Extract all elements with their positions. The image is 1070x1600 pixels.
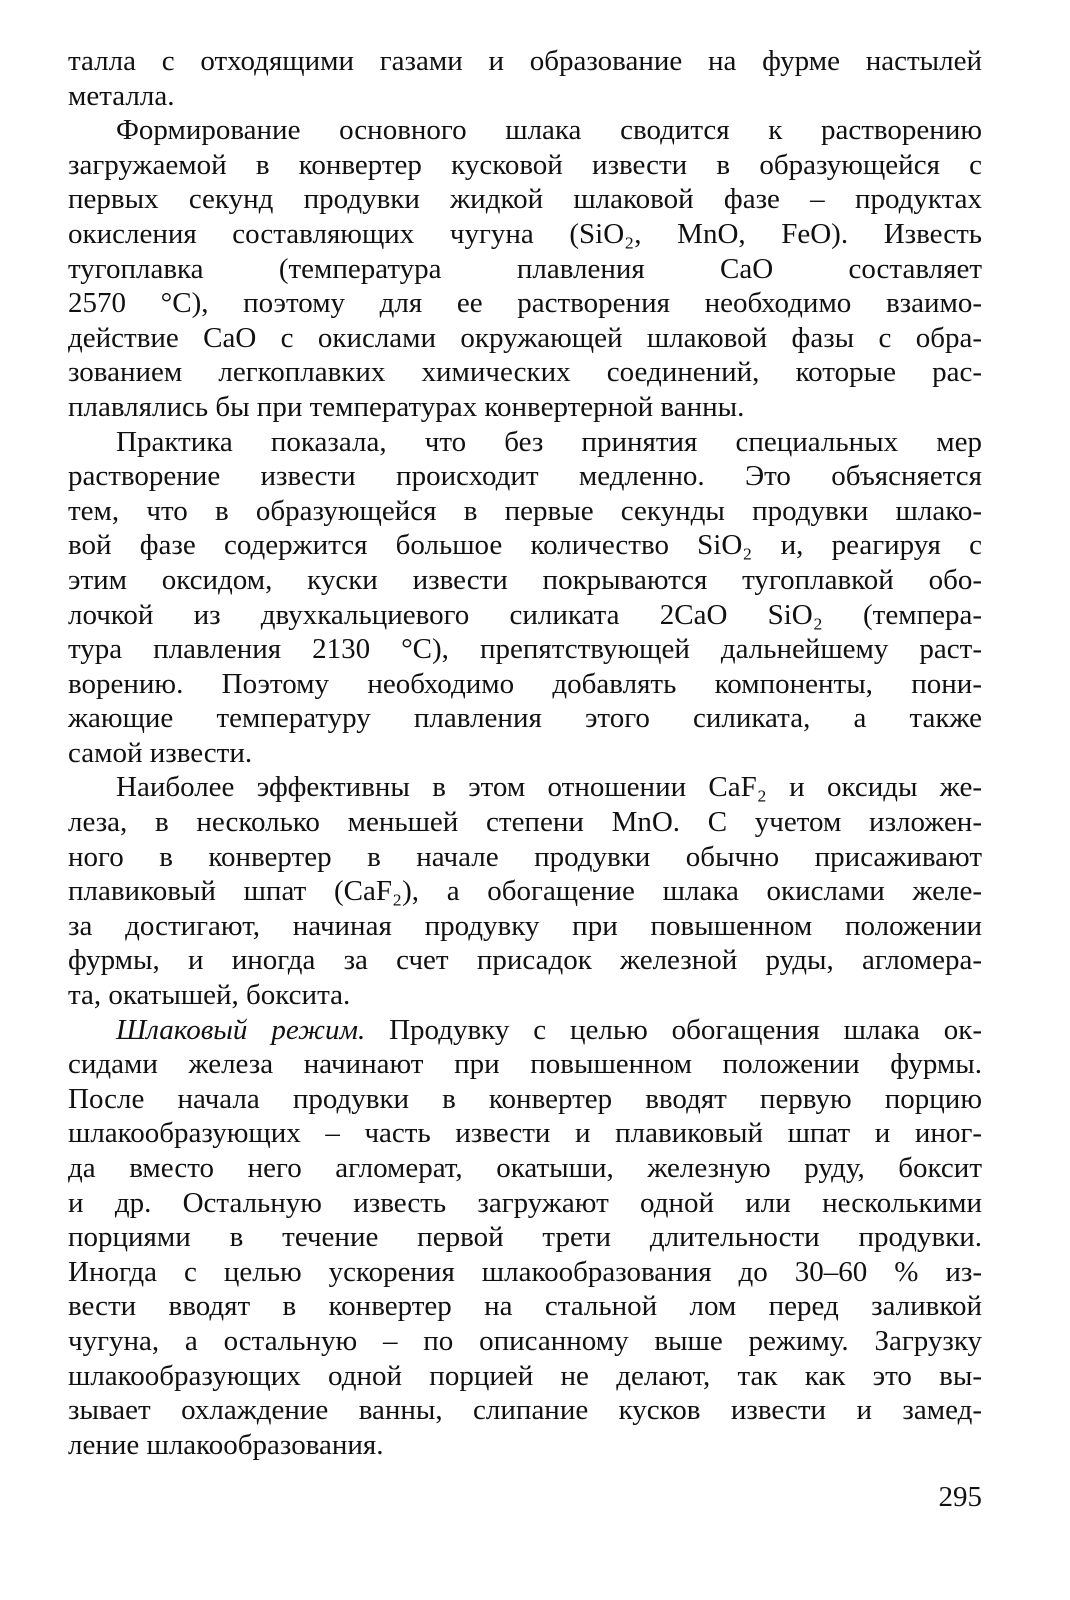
- text-line: порциями в течение первой трети длительности продувки.: [68, 1221, 982, 1254]
- text-line: После начала продувки в конвертер вводят первую порцию: [68, 1082, 982, 1115]
- section-lead: Шлаковый режим.: [116, 1013, 366, 1046]
- paragraph-4: [68, 1013, 982, 1463]
- text-line: самой извести.: [68, 736, 253, 769]
- text-line: зованием легкоплавких химических соединений, которые рас-: [68, 356, 982, 389]
- text-line: тугоплавка (температура плавления CaO составляет: [68, 252, 982, 285]
- text-line: чугуна, а остальную – по описанному выше режиму. Загрузку: [68, 1324, 982, 1357]
- text-line: талла с отходящими газами и образование на фурме настылей: [68, 45, 982, 77]
- text-line: жающие температуру плавления этого силиката, а также: [68, 702, 982, 735]
- text-line: Иногда с целью ускорения шлакообразования до 30–60 % из-: [68, 1255, 982, 1288]
- text-line: за достигают, начиная продувку при повышенном положении: [68, 909, 982, 942]
- text-line: этим оксидом, куски извести покрываются тугоплавкой обо-: [68, 563, 982, 596]
- text-line: фурмы, и иногда за счет присадок железной руды, агломера-: [68, 944, 982, 977]
- text-line: действие CaO с окислами окружающей шлаковой фазы с обра-: [68, 321, 982, 354]
- text-line: вой фазе содержится большое количество SiO₂ и, реагируя с: [68, 529, 982, 562]
- text-line: плавиковый шпат (CaF₂), а обогащение шлака окислами желе-: [68, 875, 982, 908]
- text-line: ление шлакообразования.: [68, 1428, 384, 1461]
- text-line: первых секунд продувки жидкой шлаковой фазе – продуктах: [68, 183, 982, 216]
- text-line: сидами железа начинают при повышенном положении фурмы.: [68, 1048, 982, 1081]
- text-line: лочкой из двухкальциевого силиката 2CaO SiO₂ (темпера-: [68, 598, 982, 631]
- page-body: [68, 44, 982, 1462]
- text-line: растворение извести происходит медленно. Это объясняется: [68, 460, 982, 493]
- paragraph-1: [68, 113, 982, 424]
- text-line: окисления составляющих чугуна (SiO₂, MnO, FeO). Известь: [68, 217, 982, 250]
- text-line: Практика показала, что без принятия специальных мер: [116, 425, 982, 458]
- page-number: 295: [938, 1481, 982, 1513]
- text-line: загружаемой в конвертер кусковой извести в образующейся с: [68, 148, 982, 181]
- text-line: вести вводят в конвертер на стальной лом перед заливкой: [68, 1290, 982, 1323]
- paragraph-0: [68, 44, 982, 113]
- text-line: шлакообразующих – часть извести и плавиковый шпат и иног-: [68, 1117, 982, 1150]
- text-line: та, окатышей, боксита.: [68, 979, 351, 1012]
- text-line: шлакообразующих одной порцией не делают, так как это вы-: [68, 1359, 982, 1392]
- text-line: и др. Остальную известь загружают одной или несколькими: [68, 1186, 982, 1219]
- text-line: ворению. Поэтому необходимо добавлять компоненты, пони-: [68, 667, 982, 700]
- text-line: 2570 °C), поэтому для ее растворения необходимо взаимо-: [68, 287, 982, 320]
- text-line: леза, в несколько меньшей степени MnO. С учетом изложен-: [68, 806, 982, 839]
- text-line: Формирование основного шлака сводится к растворению: [116, 114, 982, 147]
- paragraph-2: [68, 425, 982, 771]
- text-line: тура плавления 2130 °C), препятствующей дальнейшему раст-: [68, 633, 982, 666]
- text-line: Наиболее эффективны в этом отношении CaF₂ и оксиды же-: [116, 771, 982, 804]
- text-line: да вместо него агломерат, окатыши, железную руду, боксит: [68, 1152, 982, 1184]
- text-line: плавлялись бы при температурах конвертерной ванны.: [68, 390, 745, 423]
- text-line: тем, что в образующейся в первые секунды продувки шлако-: [68, 494, 982, 527]
- paragraph-3: [68, 770, 982, 1012]
- text-line: металла.: [68, 79, 175, 112]
- text-line: ного в конвертер в начале продувки обычно присаживают: [68, 840, 982, 873]
- text-line: зывает охлаждение ванны, слипание кусков извести и замед-: [68, 1394, 982, 1427]
- text-line-rest: Продувку с целью обогащения шлака ок-: [365, 1013, 982, 1046]
- text-line: [68, 1013, 982, 1048]
